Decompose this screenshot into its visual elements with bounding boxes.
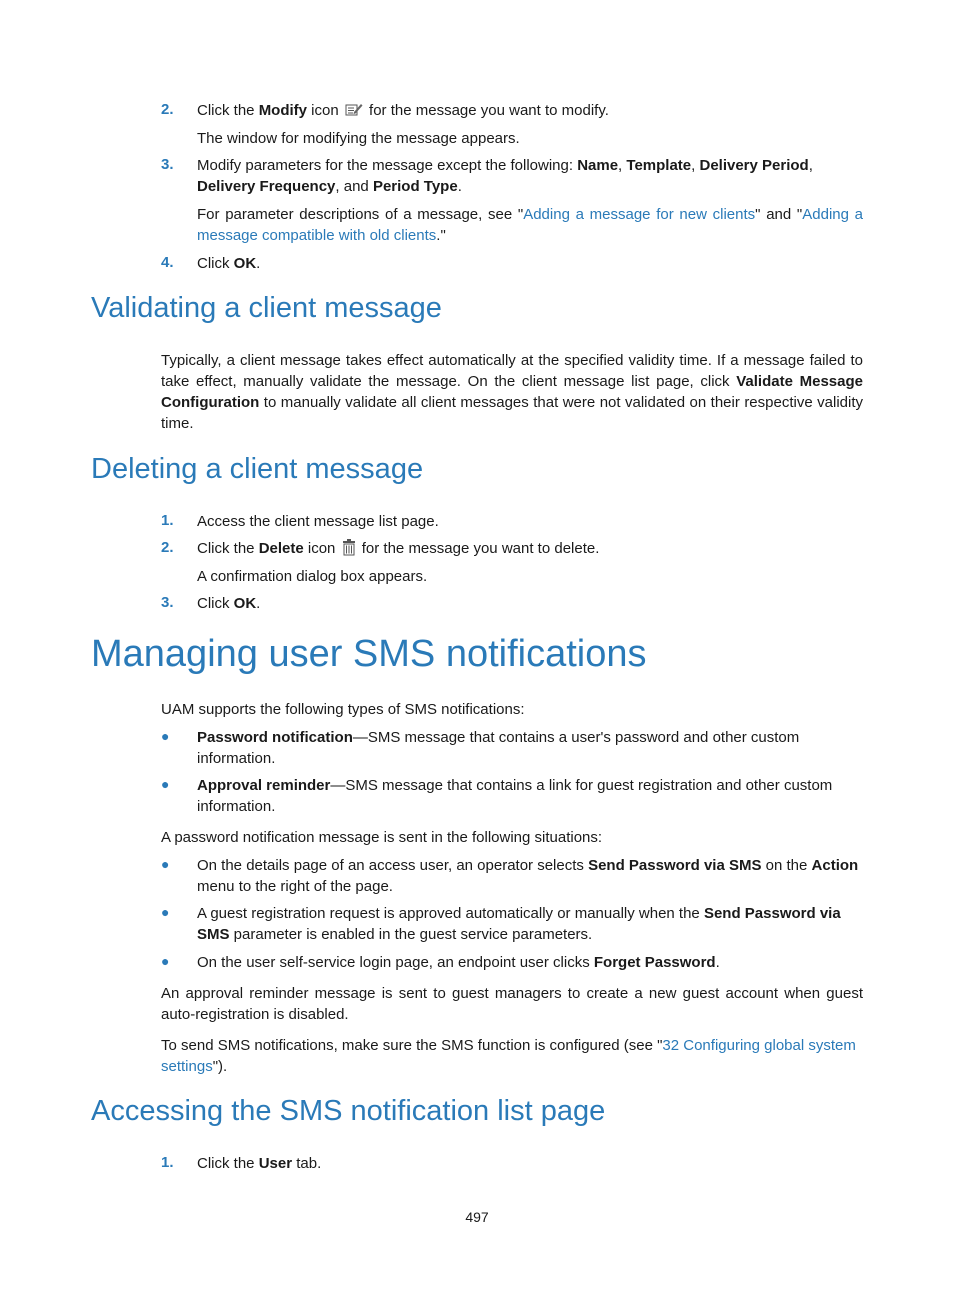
send-password-label: Send Password via SMS <box>588 857 762 874</box>
bullet-icon: ● <box>161 904 170 920</box>
step-number: 3. <box>161 594 174 611</box>
ok-label: OK <box>233 595 257 612</box>
step-modify <box>197 100 863 124</box>
password-notification-label: Password notification <box>197 729 353 746</box>
period-type-label: Period Type <box>372 178 458 195</box>
heading-accessing-sms-list: Accessing the SMS notification list page <box>91 1095 606 1127</box>
bullet-icon: ● <box>161 856 170 872</box>
text: On the details page of an access user, an operator selects <box>197 857 589 874</box>
bullet-icon: ● <box>161 728 170 744</box>
validate-config-label: Validate Message Configuration <box>161 373 864 411</box>
list-item-situation <box>197 903 863 945</box>
text: —SMS message that contains a user's password and other custom information. <box>197 729 800 767</box>
text: For parameter descriptions of a message, see " <box>197 206 524 223</box>
text: tab. <box>292 1155 322 1172</box>
step-number: 3. <box>161 156 174 173</box>
edit-icon <box>345 102 363 124</box>
text: To send SMS notifications, make sure the SMS function is configured (see " <box>161 1037 663 1054</box>
user-tab-label: User <box>258 1155 293 1172</box>
step-delete-result: A confirmation dialog box appears. <box>197 568 428 585</box>
text: "). <box>212 1058 228 1075</box>
approval-paragraph: An approval reminder message is sent to guest managers to create a new guest account when guest auto-registration is disabled. <box>161 985 863 1023</box>
text: parameter is enabled in the guest service parameters. <box>229 926 593 943</box>
text: Click <box>197 595 234 612</box>
text: Modify parameters for the message except the following: <box>197 157 578 174</box>
forget-password-label: Forget Password <box>593 954 716 971</box>
text: On the user self-service login page, an endpoint user clicks <box>197 954 594 971</box>
link-global-system-settings[interactable]: 32 Configuring global system settings <box>161 1037 856 1075</box>
heading-managing-sms: Managing user SMS notifications <box>91 633 647 675</box>
step-click-user-tab <box>197 1153 863 1174</box>
link-adding-message-old-clients[interactable]: Adding a message compatible with old clients <box>197 206 863 244</box>
step-number: 1. <box>161 1154 174 1171</box>
step-number: 1. <box>161 512 174 529</box>
delivery-period-label: Delivery Period <box>699 157 809 174</box>
situations-intro: A password notification message is sent in the following situations: <box>161 829 603 846</box>
text: on the <box>761 857 812 874</box>
step-access-list: Access the client message list page. <box>197 513 439 530</box>
text: . <box>256 255 261 272</box>
step-number: 2. <box>161 539 174 556</box>
text: Click the <box>197 1155 259 1172</box>
delete-label: Delete <box>258 540 304 557</box>
text: , and <box>335 178 373 195</box>
bullet-icon: ● <box>161 953 170 969</box>
action-label: Action <box>811 857 859 874</box>
step-delete <box>197 538 863 562</box>
text: . <box>256 595 261 612</box>
text: Click the <box>197 540 259 557</box>
step-modify-result: The window for modifying the message appears. <box>197 130 520 147</box>
heading-deleting: Deleting a client message <box>91 453 424 485</box>
text: . <box>457 178 462 195</box>
text: " and " <box>755 206 803 223</box>
heading-validating: Validating a client message <box>91 292 442 324</box>
send-password-label: Send Password via SMS <box>197 905 841 943</box>
text: Click the <box>197 102 259 119</box>
text: menu to the right of the page. <box>197 878 393 895</box>
text: A guest registration request is approved automatically or manually when the <box>197 905 704 922</box>
text: for the message you want to modify. <box>364 102 609 119</box>
text: Click <box>197 255 234 272</box>
text: icon <box>303 540 340 557</box>
approval-reminder-label: Approval reminder <box>197 777 331 794</box>
link-adding-message-new-clients[interactable]: Adding a message for new clients <box>523 206 756 223</box>
list-item-situation <box>197 855 863 897</box>
text: Typically, a client message takes effect automatically at the specified validity time. If a message failed to take effect, manually validate the message. On the client message list page, click <box>161 352 863 390</box>
text: to manually validate all client messages that were not validated on their respective validity time. <box>161 394 863 432</box>
page-number: 497 <box>465 1209 489 1225</box>
text: for the message you want to delete. <box>357 540 600 557</box>
step-params-note <box>197 204 863 246</box>
list-item-situation <box>197 952 863 973</box>
text: , <box>618 157 627 174</box>
list-item-approval-reminder <box>197 775 863 817</box>
trash-icon <box>342 539 356 562</box>
name-label: Name <box>577 157 619 174</box>
list-item-password-notification <box>197 727 863 769</box>
send-sms-paragraph <box>161 1035 863 1077</box>
step-number: 2. <box>161 101 174 118</box>
template-label: Template <box>626 157 692 174</box>
bullet-icon: ● <box>161 776 170 792</box>
ok-label: OK <box>233 255 257 272</box>
text: icon <box>307 102 343 119</box>
text: , <box>808 157 813 174</box>
text: —SMS message that contains a link for guest registration and other custom information. <box>197 777 833 815</box>
text: . <box>715 954 720 971</box>
modify-label: Modify <box>258 102 308 119</box>
text: , <box>691 157 700 174</box>
sms-intro: UAM supports the following types of SMS notifications: <box>161 701 525 718</box>
step-number: 4. <box>161 254 174 271</box>
step-click-ok <box>197 253 863 274</box>
validating-paragraph <box>161 350 863 434</box>
delivery-frequency-label: Delivery Frequency <box>197 178 336 195</box>
step-params <box>197 155 863 197</box>
step-click-ok <box>197 593 863 614</box>
text: ." <box>436 227 446 244</box>
